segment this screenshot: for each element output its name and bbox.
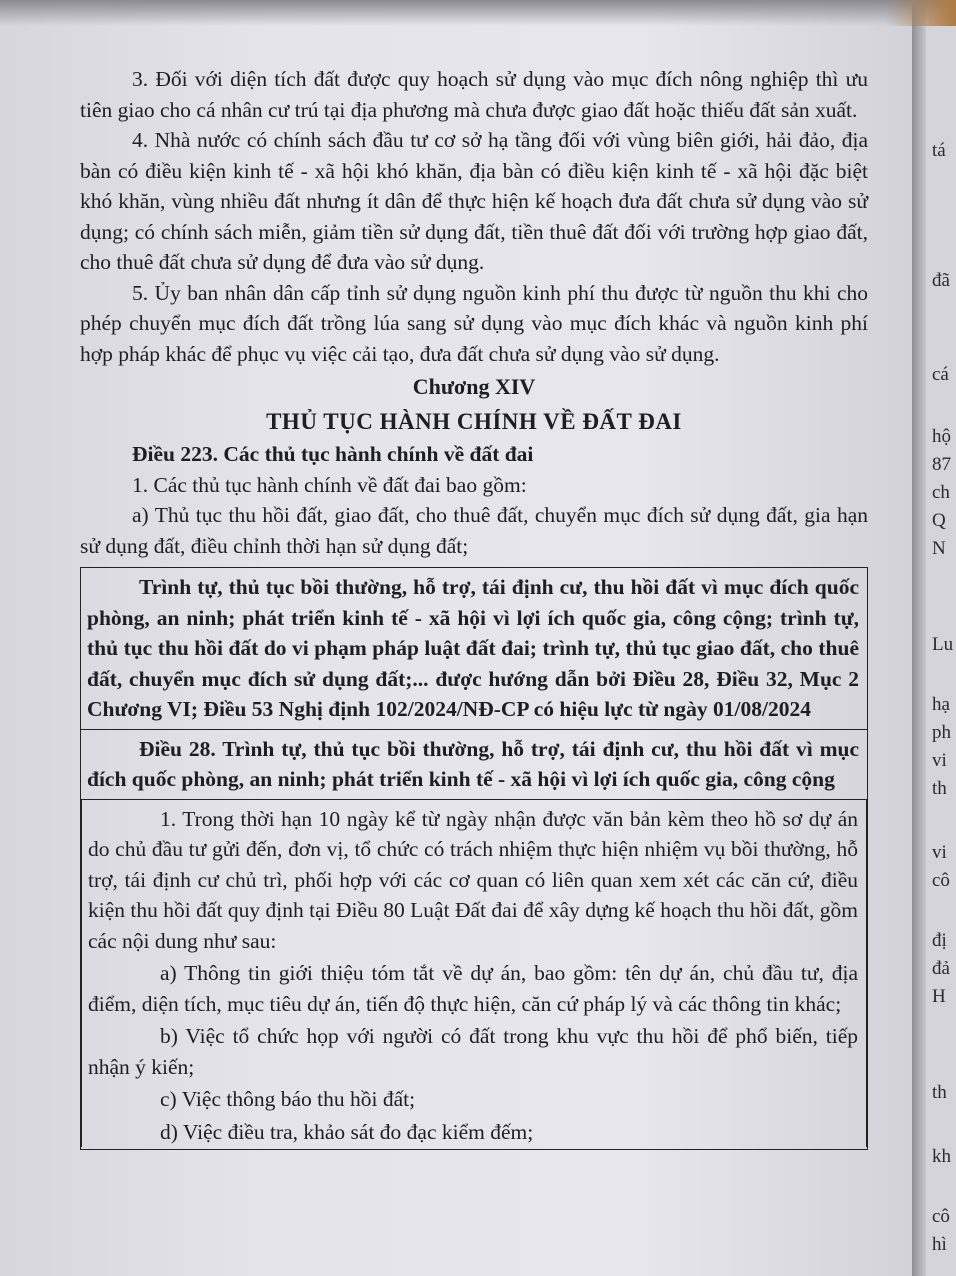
guidance-note: [81, 568, 867, 730]
next-page-fragment: hộ: [932, 426, 951, 447]
guidance-note-text: Trình tự, thủ tục bồi thường, hỗ trợ, tái định cư, thu hồi đất vì mục đích quốc phòng, an ninh; phát triển kinh tế - xã hội vì lợi ích quốc gia, công cộng; trình tự, thủ tục thu hồi đất do vi phạm pháp luật đất đai; trình tự, thủ tục giao đất, cho thuê đất, chuyển mục đích sử dụng đất;... được hướng dẫn bởi Điều 28, Điều 32, Mục 2 Chương VI; Điều 53 Nghị định 102/2024/NĐ-CP có hiệu lực từ ngày 01/08/2024: [87, 575, 859, 721]
next-page-fragment: ph: [932, 722, 951, 743]
next-page-fragment: cô: [932, 870, 950, 891]
article-28-body: [81, 799, 867, 1148]
article-28-item-1d: d) Việc điều tra, khảo sát đo đạc kiểm đếm;: [160, 1119, 534, 1144]
next-page-fragment: vi: [932, 842, 947, 863]
article-28-heading: Điều 28. Trình tự, thủ tục bồi thường, hỗ trợ, tái định cư, thu hồi đất vì mục đích quốc phòng, an ninh; phát triển kinh tế - xã hội vì lợi ích quốc gia, công cộng: [87, 736, 859, 791]
next-page-fragment: vi: [932, 750, 947, 771]
page-fold-shadow: [912, 0, 926, 1276]
next-page-fragment: đã: [932, 270, 950, 291]
next-page-fragment: kh: [932, 1146, 951, 1167]
paragraph-4: 4. Nhà nước có chính sách đầu tư cơ sở hạ tầng đối với vùng biên giới, hải đảo, địa bàn có điều kiện kinh tế - xã hội khó khăn, địa bàn có điều kiện kinh tế - xã hội đặc biệt khó khăn, vùng nhiều đất nhưng ít dân để thực hiện kế hoạch đưa đất chưa sử dụng vào sử dụng; có chính sách miễn, giảm tiền sử dụng đất, tiền thuê đất đối với trường hợp giao đất, cho thuê đất chưa sử dụng để đưa vào sử dụng.: [80, 128, 868, 274]
next-page-fragment: hì: [932, 1234, 947, 1255]
next-page-fragment: Q: [932, 510, 946, 531]
next-page-fragment: Lu: [932, 634, 954, 655]
next-page-fragment: cá: [932, 364, 949, 385]
chapter-title: THỦ TỤC HÀNH CHÍNH VỀ ĐẤT ĐAI: [266, 408, 682, 434]
corner-background: [886, 0, 956, 26]
article-223-item-1: 1. Các thủ tục hành chính về đất đai bao gồm:: [132, 472, 527, 497]
next-page-fragment: cô: [932, 1206, 950, 1227]
article-28-section: [81, 730, 867, 1148]
page-content: [80, 64, 868, 1150]
next-page-fragment: tá: [932, 140, 946, 161]
article-28-item-1: 1. Trong thời hạn 10 ngày kể từ ngày nhận được văn bản kèm theo hồ sơ dự án do chủ đầu tư gửi đến, đơn vị, tổ chức có trách nhiệm thực hiện nhiệm vụ bồi thường, hỗ trợ, tái định cư chủ trì, phối hợp với các cơ quan có liên quan xem xét các căn cứ, điều kiện thu hồi đất quy định tại Điều 80 Luật Đất đai để xây dựng kế hoạch thu hồi đất, gồm các nội dung như sau:: [88, 806, 858, 953]
next-page-fragment: th: [932, 1082, 947, 1103]
next-page-fragment: th: [932, 778, 947, 799]
paragraph-3: 3. Đối với diện tích đất được quy hoạch sử dụng vào mục đích nông nghiệp thì ưu tiên giao cho cá nhân cư trú tại địa phương mà chưa được giao đất hoặc thiếu đất sản xuất.: [80, 67, 868, 122]
next-page-edge: [926, 0, 956, 1276]
chapter-heading: Chương XIV: [412, 374, 536, 399]
next-page-fragment: đả: [932, 958, 950, 979]
article-223-heading: Điều 223. Các thủ tục hành chính về đất đai: [132, 442, 534, 466]
top-shadow: [0, 0, 956, 26]
next-page-fragment: ch: [932, 482, 950, 503]
next-page-fragment: đị: [932, 930, 947, 951]
next-page-fragment: hạ: [932, 694, 950, 715]
next-page-fragment: 87: [932, 454, 951, 475]
article-28-item-1a: a) Thông tin giới thiệu tóm tắt về dự án, bao gồm: tên dự án, chủ đầu tư, địa điểm, diện tích, mục tiêu dự án, tiến độ thực hiện, căn cứ pháp lý và các thông tin khác;: [88, 961, 858, 1016]
guidance-box: [80, 567, 868, 1150]
next-page-fragment: N: [932, 538, 946, 559]
paragraph-5: 5. Ủy ban nhân dân cấp tỉnh sử dụng nguồn kinh phí thu được từ nguồn thu khi cho phép chuyển mục đích đất trồng lúa sang sử dụng vào mục đích khác và nguồn kinh phí hợp pháp khác để phục vụ việc cải tạo, đưa đất chưa sử dụng vào sử dụng.: [80, 280, 868, 366]
next-page-fragment: H: [932, 986, 946, 1007]
article-223-item-1a: a) Thủ tục thu hồi đất, giao đất, cho thuê đất, chuyển mục đích sử dụng đất, gia hạn sử dụng đất, điều chỉnh thời hạn sử dụng đất;: [80, 503, 868, 558]
article-28-item-1c: c) Việc thông báo thu hồi đất;: [160, 1087, 416, 1111]
article-28-item-1b: b) Việc tổ chức họp với người có đất trong khu vực thu hồi để phổ biến, tiếp nhận ý kiến;: [88, 1024, 858, 1079]
